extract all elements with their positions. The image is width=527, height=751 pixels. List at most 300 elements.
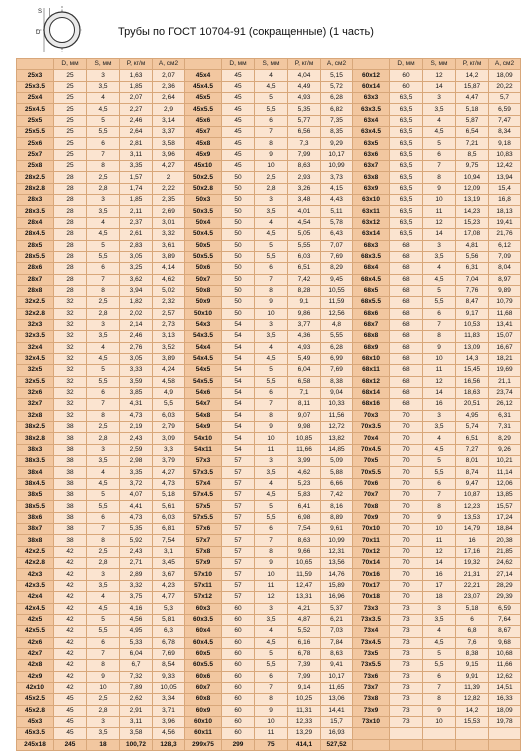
pipe-value-cell: 10,21 [489, 456, 521, 467]
table-row [17, 716, 521, 727]
pipe-value-cell: 3,5 [87, 580, 120, 591]
pipe-size-cell: 57x8 [185, 546, 222, 557]
table-row [17, 285, 521, 296]
pipe-value-cell: 2,36 [153, 81, 185, 92]
pipe-value-cell: 10,87 [456, 490, 489, 501]
pipe-value-cell: 3,11 [120, 149, 153, 160]
pipe-value-cell: 73 [390, 614, 423, 625]
pipe-value-cell: 14 [423, 558, 456, 569]
pipe-value-cell: 18,09 [489, 70, 521, 81]
pipe-size-cell: 57x5 [185, 501, 222, 512]
pipe-value-cell: 70 [390, 592, 423, 603]
pipe-value-cell: 10 [255, 433, 288, 444]
pipe-value-cell: 2,43 [120, 433, 153, 444]
pipe-value-cell: 7,03 [321, 626, 353, 637]
pipe-value-cell: 17,16 [456, 546, 489, 557]
pipe-value-cell: 1,82 [120, 297, 153, 308]
table-row [17, 240, 521, 251]
pipe-value-cell: 12 [255, 592, 288, 603]
pipe-size-cell: 57x7 [185, 535, 222, 546]
table-row [17, 694, 521, 705]
pipe-value-cell: 5 [87, 365, 120, 376]
pipe-value-cell: 4,27 [153, 161, 185, 172]
pipe-value-cell: 5,88 [321, 467, 353, 478]
pipe-value-cell: 2,57 [153, 308, 185, 319]
pipe-size-cell: 32x5 [17, 365, 54, 376]
pipe-size-cell: 68x4 [353, 263, 390, 274]
pipe-value-cell: 4,5 [255, 81, 288, 92]
pipe-size-cell: 73x7 [353, 682, 390, 693]
pipe-size-cell: 25x8 [17, 161, 54, 172]
pipe-value-cell: 50 [222, 240, 255, 251]
pipe-value-cell: 50 [222, 285, 255, 296]
pipe-value-cell: 4,5 [423, 637, 456, 648]
table-row [17, 319, 521, 330]
pipe-size-cell: 73x3 [353, 603, 390, 614]
pipe-size-cell: 57x4 [185, 478, 222, 489]
pipe-size-cell: 60x6 [185, 671, 222, 682]
pipe-value-cell: 3,32 [120, 580, 153, 591]
pipe-value-cell: 32 [54, 342, 87, 353]
pipe-value-cell: 3,79 [153, 456, 185, 467]
pipe-value-cell: 21,85 [489, 546, 521, 557]
pipe-size-cell: 70x17 [353, 580, 390, 591]
pipe-size-cell: 73x4 [353, 626, 390, 637]
pipe-value-cell: 2,5 [87, 694, 120, 705]
pipe-value-cell: 6,21 [321, 614, 353, 625]
pipe-value-cell: 299 [222, 739, 255, 750]
pipe-value-cell: 5,23 [288, 478, 321, 489]
pipe-value-cell: 70 [390, 501, 423, 512]
pipe-value-cell: 7,54 [153, 535, 185, 546]
pipe-value-cell: 8,01 [456, 456, 489, 467]
pipe-value-cell: 42 [54, 592, 87, 603]
pipe-value-cell: 25 [54, 70, 87, 81]
pipe-size-cell: 60x4 [185, 626, 222, 637]
pipe-value-cell: 4,5 [255, 637, 288, 648]
pipe-size-cell: 42x3 [17, 569, 54, 580]
pipe-value-cell: 28 [54, 274, 87, 285]
pipe-value-cell: 6,59 [489, 104, 521, 115]
pipe-value-cell: 4,5 [423, 274, 456, 285]
pipe-value-cell: 5,74 [456, 422, 489, 433]
pipe-value-cell: 6,59 [489, 603, 521, 614]
pipe-size-cell: 70x3 [353, 410, 390, 421]
pipe-value-cell: 4 [87, 592, 120, 603]
pipe-value-cell: 2,64 [153, 93, 185, 104]
pipe-value-cell: 70 [390, 512, 423, 523]
table-row [17, 603, 521, 614]
pipe-size-cell: 68x14 [353, 387, 390, 398]
pipe-value-cell: 32 [54, 365, 87, 376]
pipe-value-cell: 4 [87, 217, 120, 228]
table-row [17, 467, 521, 478]
pipe-size-cell: 57x4.5 [185, 490, 222, 501]
pipe-value-cell: 8 [255, 694, 288, 705]
pipe-size-cell: 50x5 [185, 240, 222, 251]
pipe-size-cell: 73x9 [353, 705, 390, 716]
pipe-value-cell: 6 [87, 263, 120, 274]
pipe-size-cell: 42x6 [17, 637, 54, 648]
pipe-value-cell: 9,86 [288, 308, 321, 319]
pipe-value-cell: 68 [390, 376, 423, 387]
pipe-value-cell: 70 [390, 478, 423, 489]
pipe-value-cell: 20,22 [489, 81, 521, 92]
table-row [17, 728, 521, 739]
pipe-size-cell: 50x7 [185, 274, 222, 285]
pipe-value-cell: 5,15 [321, 70, 353, 81]
pipe-value-cell: 5,87 [456, 115, 489, 126]
pipe-value-cell: 12,23 [456, 501, 489, 512]
pipe-size-cell: 68x5 [353, 285, 390, 296]
pipe-value-cell: 7,89 [120, 682, 153, 693]
pipe-value-cell: 7 [87, 274, 120, 285]
pipe-value-cell: 6 [255, 671, 288, 682]
pipe-value-cell: 11,56 [321, 410, 353, 421]
pipe-value-cell: 6,28 [321, 93, 353, 104]
pipe-value-cell: 10,25 [288, 694, 321, 705]
pipe-value-cell: 17,08 [456, 229, 489, 240]
pipe-value-cell: 15,89 [321, 580, 353, 591]
table-row [17, 353, 521, 364]
pipe-value-cell: 68 [390, 387, 423, 398]
pipe-value-cell: 4,77 [153, 592, 185, 603]
pipe-value-cell: 6,12 [489, 240, 521, 251]
pipe-value-cell: 8,63 [288, 535, 321, 546]
pipe-size-cell: 70x7 [353, 490, 390, 501]
pipe-value-cell: 4,93 [288, 342, 321, 353]
pipe-value-cell: 60 [222, 637, 255, 648]
pipe-value-cell: 3,5 [87, 331, 120, 342]
pipe-value-cell: 4 [423, 626, 456, 637]
pipe-value-cell: 15,07 [489, 331, 521, 342]
pipe-value-cell: 10 [423, 353, 456, 364]
pipe-value-cell: 3,5 [255, 614, 288, 625]
table-row [17, 580, 521, 591]
pipe-size-cell: 68x10 [353, 353, 390, 364]
pipe-value-cell: 2,5 [87, 297, 120, 308]
pipe-value-cell: 8 [255, 410, 288, 421]
pipe-value-cell: 15,23 [456, 217, 489, 228]
pipe-value-cell: 54 [222, 342, 255, 353]
pipe-value-cell: 4 [255, 626, 288, 637]
pipe-value-cell: 9,14 [288, 682, 321, 693]
pipe-value-cell: 60 [222, 716, 255, 727]
pipe-value-cell: 8 [255, 546, 288, 557]
pipe-size-cell: 42x8 [17, 660, 54, 671]
pipe-value-cell: 25 [54, 115, 87, 126]
pipe-value-cell: 6,31 [489, 410, 521, 421]
table-row [17, 70, 521, 81]
pipe-value-cell: 8,28 [288, 285, 321, 296]
pipe-value-cell: 2,59 [120, 444, 153, 455]
pipe-value-cell: 4,73 [120, 512, 153, 523]
pipe-value-cell: 70 [390, 535, 423, 546]
pipe-size-cell: 60x11 [185, 728, 222, 739]
pipe-value-cell: 3,37 [153, 127, 185, 138]
pipe-value-cell: 3,5 [87, 728, 120, 739]
pipe-value-cell: 8 [255, 138, 288, 149]
pipe-value-cell: 3,73 [321, 172, 353, 183]
pipe-size-cell: 28x6 [17, 263, 54, 274]
pipe-value-cell: 13,56 [321, 558, 353, 569]
pipe-size-cell: 32x2.8 [17, 308, 54, 319]
pipe-size-cell: 42x3.5 [17, 580, 54, 591]
pipe-value-cell: 5 [255, 365, 288, 376]
pipe-value-cell: 14,2 [456, 705, 489, 716]
pipe-value-cell: 3,71 [153, 705, 185, 716]
pipe-value-cell: 2,9 [153, 104, 185, 115]
pipe-size-cell: 70x8 [353, 501, 390, 512]
pipe-size-cell: 63x12 [353, 217, 390, 228]
pipe-value-cell: 8 [87, 161, 120, 172]
pipe-value-cell: 38 [54, 490, 87, 501]
pipe-value-cell: 2,62 [120, 694, 153, 705]
pipe-size-cell: 57x6 [185, 524, 222, 535]
pipe-value-cell: 6 [456, 614, 489, 625]
pipe-value-cell: 3 [423, 93, 456, 104]
pipe-value-cell: 8 [423, 694, 456, 705]
pipe-value-cell: 7 [423, 161, 456, 172]
table-header-row [17, 59, 521, 70]
pipe-value-cell: 5,78 [321, 217, 353, 228]
pipe-size-cell: 73x5 [353, 648, 390, 659]
pipe-size-cell: 50x4 [185, 217, 222, 228]
pipe-value-cell: 5 [87, 490, 120, 501]
pipe-value-cell: 13,82 [321, 433, 353, 444]
pipe-size-cell: 25x4 [17, 93, 54, 104]
pipe-value-cell: 4 [255, 478, 288, 489]
pipe-value-cell: 1,74 [120, 183, 153, 194]
pipe-value-cell: 10,99 [321, 161, 353, 172]
pipe-value-cell: 10,83 [489, 149, 521, 160]
pipe-value-cell: 7 [255, 399, 288, 410]
pipe-value-cell: 3,5 [87, 206, 120, 217]
pipe-value-cell: 4,73 [120, 410, 153, 421]
pipe-value-cell: 4,16 [120, 603, 153, 614]
pipe-value-cell: 3,94 [120, 285, 153, 296]
pipe-value-cell: 2,43 [120, 546, 153, 557]
pipe-value-cell: 11 [423, 365, 456, 376]
pipe-value-cell: 12 [423, 70, 456, 81]
pipe-value-cell: 2,46 [120, 331, 153, 342]
pipe-value-cell: 2,76 [120, 342, 153, 353]
pipe-value-cell: 50 [222, 229, 255, 240]
pipe-value-cell: 13,06 [321, 694, 353, 705]
empty-cell [423, 739, 456, 750]
pipe-value-cell: 2,8 [87, 433, 120, 444]
pipe-value-cell: 9,45 [321, 274, 353, 285]
pipe-value-cell: 2,5 [87, 546, 120, 557]
pipe-size-cell: 38x3.5 [17, 456, 54, 467]
pipe-value-cell: 7,69 [321, 365, 353, 376]
pipe-value-cell: 6,51 [456, 433, 489, 444]
pipe-value-cell: 9,1 [288, 297, 321, 308]
pipe-value-cell: 4,43 [321, 195, 353, 206]
table-row [17, 81, 521, 92]
pipe-value-cell: 45 [54, 716, 87, 727]
pipe-size-cell: 32x6 [17, 387, 54, 398]
pipe-value-cell: 57 [222, 580, 255, 591]
column-header: S, мм [255, 59, 288, 70]
pipe-size-cell: 42x9 [17, 671, 54, 682]
pipe-value-cell: 68 [390, 297, 423, 308]
pipe-value-cell: 27,14 [489, 569, 521, 580]
pipe-size-cell: 25x7 [17, 149, 54, 160]
pipe-value-cell: 7,35 [321, 115, 353, 126]
pipe-value-cell: 73 [390, 637, 423, 648]
pipe-value-cell: 4,15 [321, 183, 353, 194]
table-row [17, 524, 521, 535]
pipe-value-cell: 73 [390, 716, 423, 727]
pipe-value-cell: 38 [54, 512, 87, 523]
pipe-value-cell: 8 [87, 535, 120, 546]
pipe-value-cell: 12,56 [321, 308, 353, 319]
table-row [17, 444, 521, 455]
pipe-value-cell: 45 [222, 70, 255, 81]
pipe-size-cell: 60x10 [185, 716, 222, 727]
pipe-size-cell: 245x18 [17, 739, 54, 750]
pipe-value-cell: 5,5 [255, 251, 288, 262]
pipe-value-cell: 2,37 [120, 217, 153, 228]
pipe-value-cell: 2,35 [153, 195, 185, 206]
pipe-value-cell: 32 [54, 399, 87, 410]
pipe-value-cell: 60 [222, 728, 255, 739]
pipe-value-cell: 5,5 [423, 660, 456, 671]
pipe-value-cell: 11,59 [288, 569, 321, 580]
pipe-value-cell: 2,8 [255, 183, 288, 194]
table-row [17, 558, 521, 569]
pipe-size-cell: 50x9 [185, 297, 222, 308]
pipe-value-cell: 3,09 [153, 433, 185, 444]
pipe-value-cell: 8,63 [321, 648, 353, 659]
pipe-value-cell: 38 [54, 535, 87, 546]
pipe-value-cell: 68 [390, 353, 423, 364]
pipe-value-cell: 2,69 [153, 206, 185, 217]
pipe-value-cell: 6,7 [120, 660, 153, 671]
pipe-value-cell: 68 [390, 263, 423, 274]
pipe-value-cell: 2,83 [120, 240, 153, 251]
pipe-size-cell: 57x9 [185, 558, 222, 569]
pipe-size-cell: 38x6 [17, 512, 54, 523]
pipe-value-cell: 63,5 [390, 195, 423, 206]
pipe-value-cell: 5,5 [87, 251, 120, 262]
pipe-value-cell: 7,69 [153, 648, 185, 659]
pipe-size-cell: 45x10 [185, 161, 222, 172]
pipe-value-cell: 60 [390, 70, 423, 81]
pipe-value-cell: 5,72 [321, 81, 353, 92]
pipe-size-cell: 28x4.5 [17, 229, 54, 240]
pipe-value-cell: 19,32 [456, 558, 489, 569]
table-row [17, 149, 521, 160]
pipe-value-cell: 9,61 [321, 524, 353, 535]
pipe-size-cell: 70x5.5 [353, 467, 390, 478]
pipe-value-cell: 73 [390, 671, 423, 682]
pipe-value-cell: 7 [87, 648, 120, 659]
pipe-value-cell: 50 [222, 263, 255, 274]
pipe-value-cell: 1,85 [120, 195, 153, 206]
pipe-value-cell: 15,87 [456, 81, 489, 92]
pipe-size-cell: 42x5.5 [17, 626, 54, 637]
pipe-value-cell: 70 [390, 580, 423, 591]
pipe-value-cell: 4,73 [153, 478, 185, 489]
page-title: Трубы по ГОСТ 10704-91 (сокращенные) (1 часть) [118, 26, 374, 38]
pipe-value-cell: 70 [390, 490, 423, 501]
pipe-value-cell: 9,26 [489, 444, 521, 455]
pipe-size-cell: 50x5.5 [185, 251, 222, 262]
pipe-value-cell: 50 [222, 251, 255, 262]
table-row [17, 671, 521, 682]
pipe-value-cell: 60 [222, 614, 255, 625]
pipe-value-cell: 38 [54, 501, 87, 512]
pipe-size-cell: 70x14 [353, 558, 390, 569]
pipe-size-cell: 42x4 [17, 592, 54, 603]
table-row [17, 206, 521, 217]
pipe-value-cell: 6,58 [288, 376, 321, 387]
pipe-value-cell: 6,03 [153, 410, 185, 421]
pipe-value-cell: 28 [54, 183, 87, 194]
column-header: D, мм [222, 59, 255, 70]
diagram-label-s: S [38, 9, 43, 15]
pipe-value-cell: 5,18 [153, 490, 185, 501]
pipe-value-cell: 4,04 [288, 70, 321, 81]
pipe-value-cell: 60 [222, 660, 255, 671]
pipe-value-cell: 68 [390, 308, 423, 319]
pipe-value-cell: 11,14 [489, 467, 521, 478]
pipe-value-cell: 3,99 [288, 456, 321, 467]
pipe-value-cell: 3,5 [423, 422, 456, 433]
pipe-value-cell: 2,07 [153, 70, 185, 81]
pipe-value-cell: 5 [255, 93, 288, 104]
pipe-size-cell: 73x10 [353, 716, 390, 727]
pipe-value-cell: 4,8 [321, 319, 353, 330]
pipe-value-cell: 60 [222, 671, 255, 682]
pipe-size-cell: 54x8 [185, 410, 222, 421]
column-header: A, см2 [321, 59, 353, 70]
pipe-value-cell: 18 [87, 739, 120, 750]
pipe-value-cell: 4,93 [288, 93, 321, 104]
pipe-value-cell: 7 [87, 524, 120, 535]
pipe-value-cell: 2 [153, 172, 185, 183]
pipe-value-cell: 60 [222, 682, 255, 693]
pipe-value-cell: 11 [255, 444, 288, 455]
pipe-value-cell: 245 [54, 739, 87, 750]
pipe-value-cell: 23,07 [456, 592, 489, 603]
pipe-value-cell: 54 [222, 365, 255, 376]
pipe-value-cell: 18,84 [489, 524, 521, 535]
pipe-value-cell: 11 [255, 728, 288, 739]
pipe-value-cell: 42 [54, 614, 87, 625]
pipe-value-cell: 6,8 [456, 626, 489, 637]
pipe-size-cell: 45x2.5 [17, 694, 54, 705]
pipe-value-cell: 54 [222, 353, 255, 364]
pipe-value-cell: 100,72 [120, 739, 153, 750]
pipe-value-cell: 2,5 [87, 172, 120, 183]
pipe-value-cell: 11,39 [456, 682, 489, 693]
pipe-value-cell: 9 [87, 671, 120, 682]
pipe-value-cell: 8,16 [321, 501, 353, 512]
table-row [17, 104, 521, 115]
pipe-value-cell: 12,33 [288, 716, 321, 727]
pipe-value-cell: 38 [54, 422, 87, 433]
pipe-value-cell: 13,09 [456, 342, 489, 353]
pipe-value-cell: 14,23 [456, 206, 489, 217]
pipe-value-cell: 5,37 [321, 603, 353, 614]
pipe-value-cell: 7 [255, 682, 288, 693]
pipe-value-cell: 16 [423, 399, 456, 410]
pipe-size-cell: 28x5 [17, 240, 54, 251]
pipe-value-cell: 38 [54, 456, 87, 467]
